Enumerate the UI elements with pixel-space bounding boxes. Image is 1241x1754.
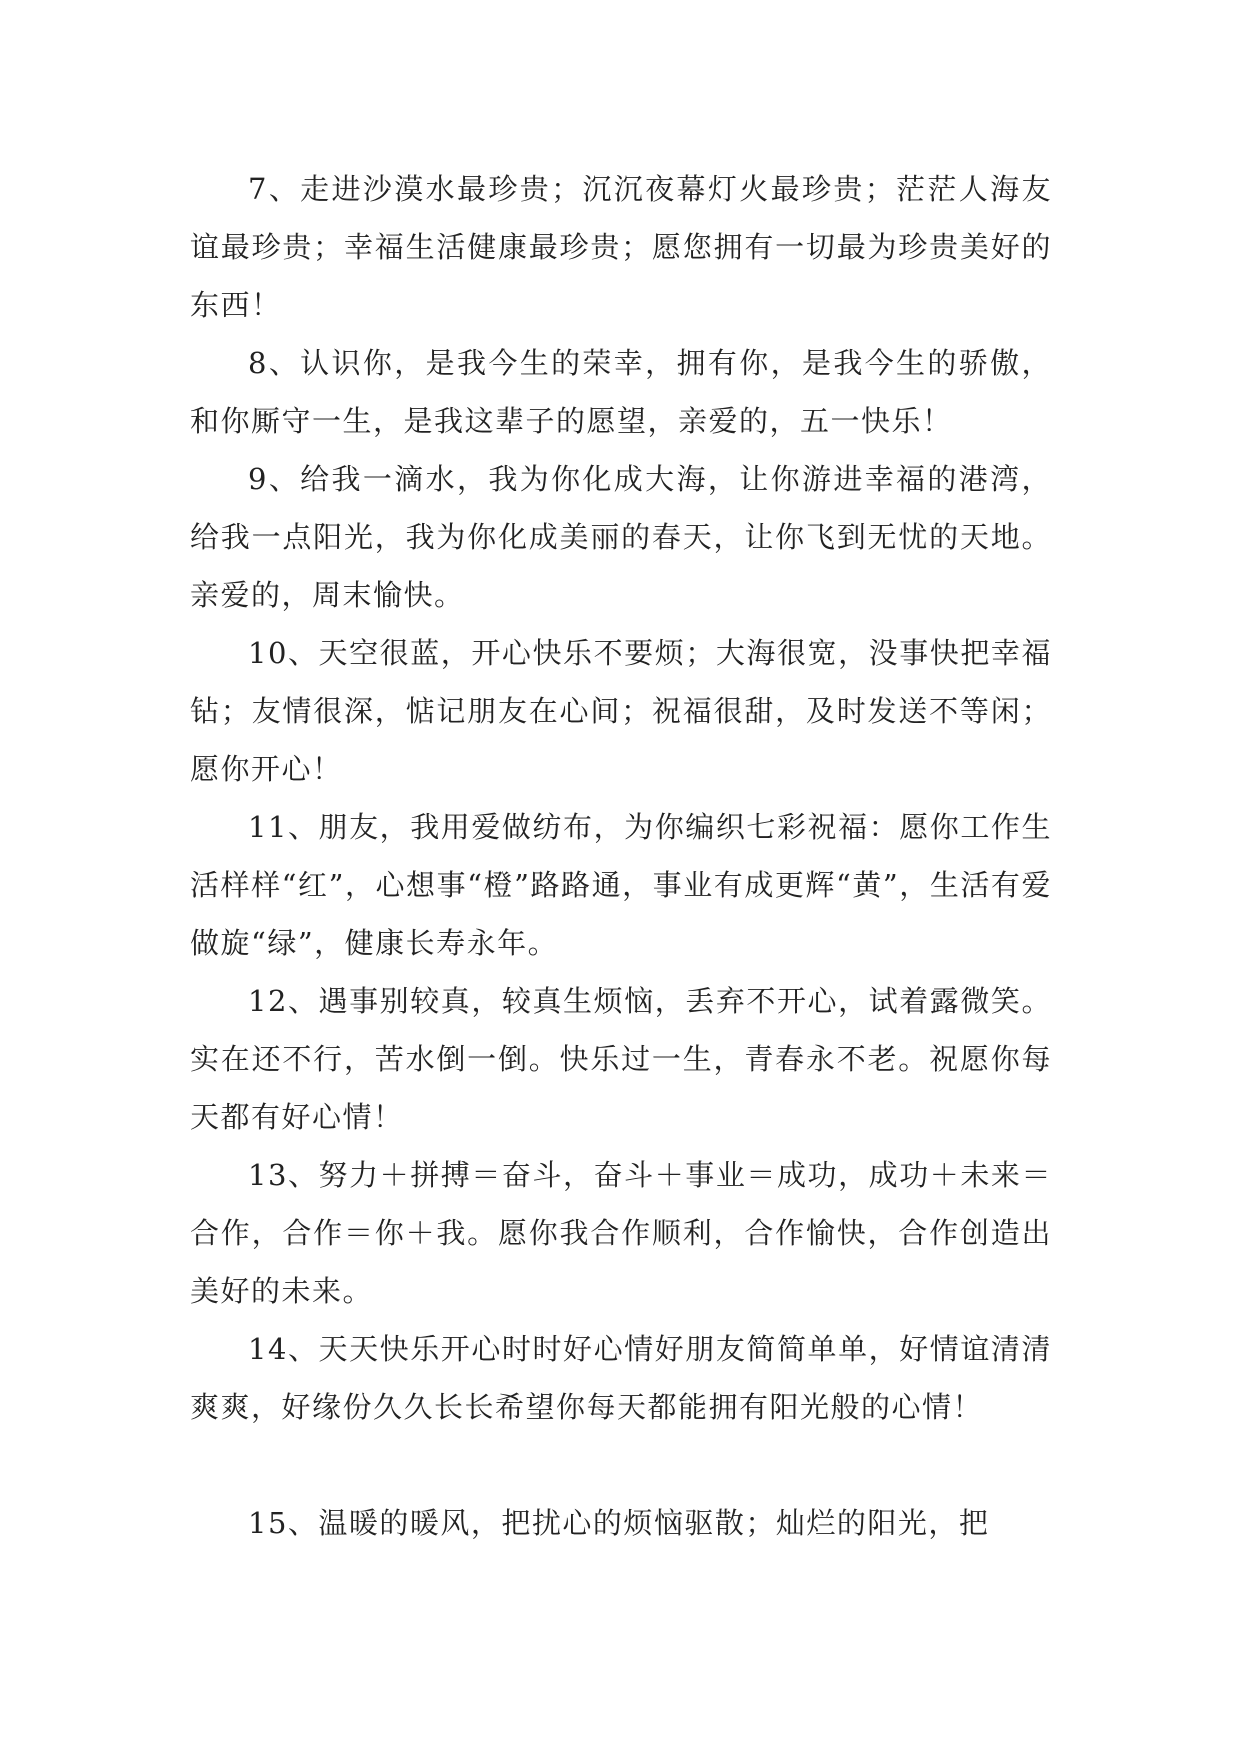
paragraph-14: 14、天天快乐开心时时好心情好朋友简简单单，好情谊清清爽爽，好缘份久久长长希望你每天都能拥有阳光般的心情！: [190, 1332, 1052, 1424]
paragraph-13: 13、努力＋拼搏＝奋斗，奋斗＋事业＝成功，成功＋未来＝合作，合作＝你＋我。愿你我合作顺利，合作愉快，合作创造出美好的未来。: [190, 1158, 1052, 1308]
paragraph-9: 9、给我一滴水，我为你化成大海，让你游进幸福的港湾，给我一点阳光，我为你化成美丽的春天，让你飞到无忧的天地。亲爱的，周末愉快。: [190, 462, 1052, 612]
paragraph-8: 8、认识你，是我今生的荣幸，拥有你，是我今生的骄傲，和你厮守一生，是我这辈子的愿望，亲爱的，五一快乐！: [190, 346, 1052, 438]
paragraph-10: 10、天空很蓝，开心快乐不要烦；大海很宽，没事快把幸福钻；友情很深，惦记朋友在心间；祝福很甜，及时发送不等闲；愿你开心！: [190, 636, 1052, 786]
paragraph-15: 15、温暖的暖风，把扰心的烦恼驱散；灿烂的阳光，把: [248, 1506, 990, 1540]
paragraph-12: 12、遇事别较真，较真生烦恼，丢弃不开心，试着露微笑。实在还不行，苦水倒一倒。快乐过一生，青春永不老。祝愿你每天都有好心情！: [190, 984, 1052, 1134]
document-body: [190, 160, 1052, 1552]
paragraph-11: 11、朋友，我用爱做纺布，为你编织七彩祝福：愿你工作生活样样“红”，心想事“橙”路路通，事业有成更辉“黄”，生活有爱做旋“绿”，健康长寿永年。: [190, 810, 1052, 960]
paragraph-7: 7、走进沙漠水最珍贵；沉沉夜幕灯火最珍贵；茫茫人海友谊最珍贵；幸福生活健康最珍贵；愿您拥有一切最为珍贵美好的东西！: [190, 172, 1052, 322]
